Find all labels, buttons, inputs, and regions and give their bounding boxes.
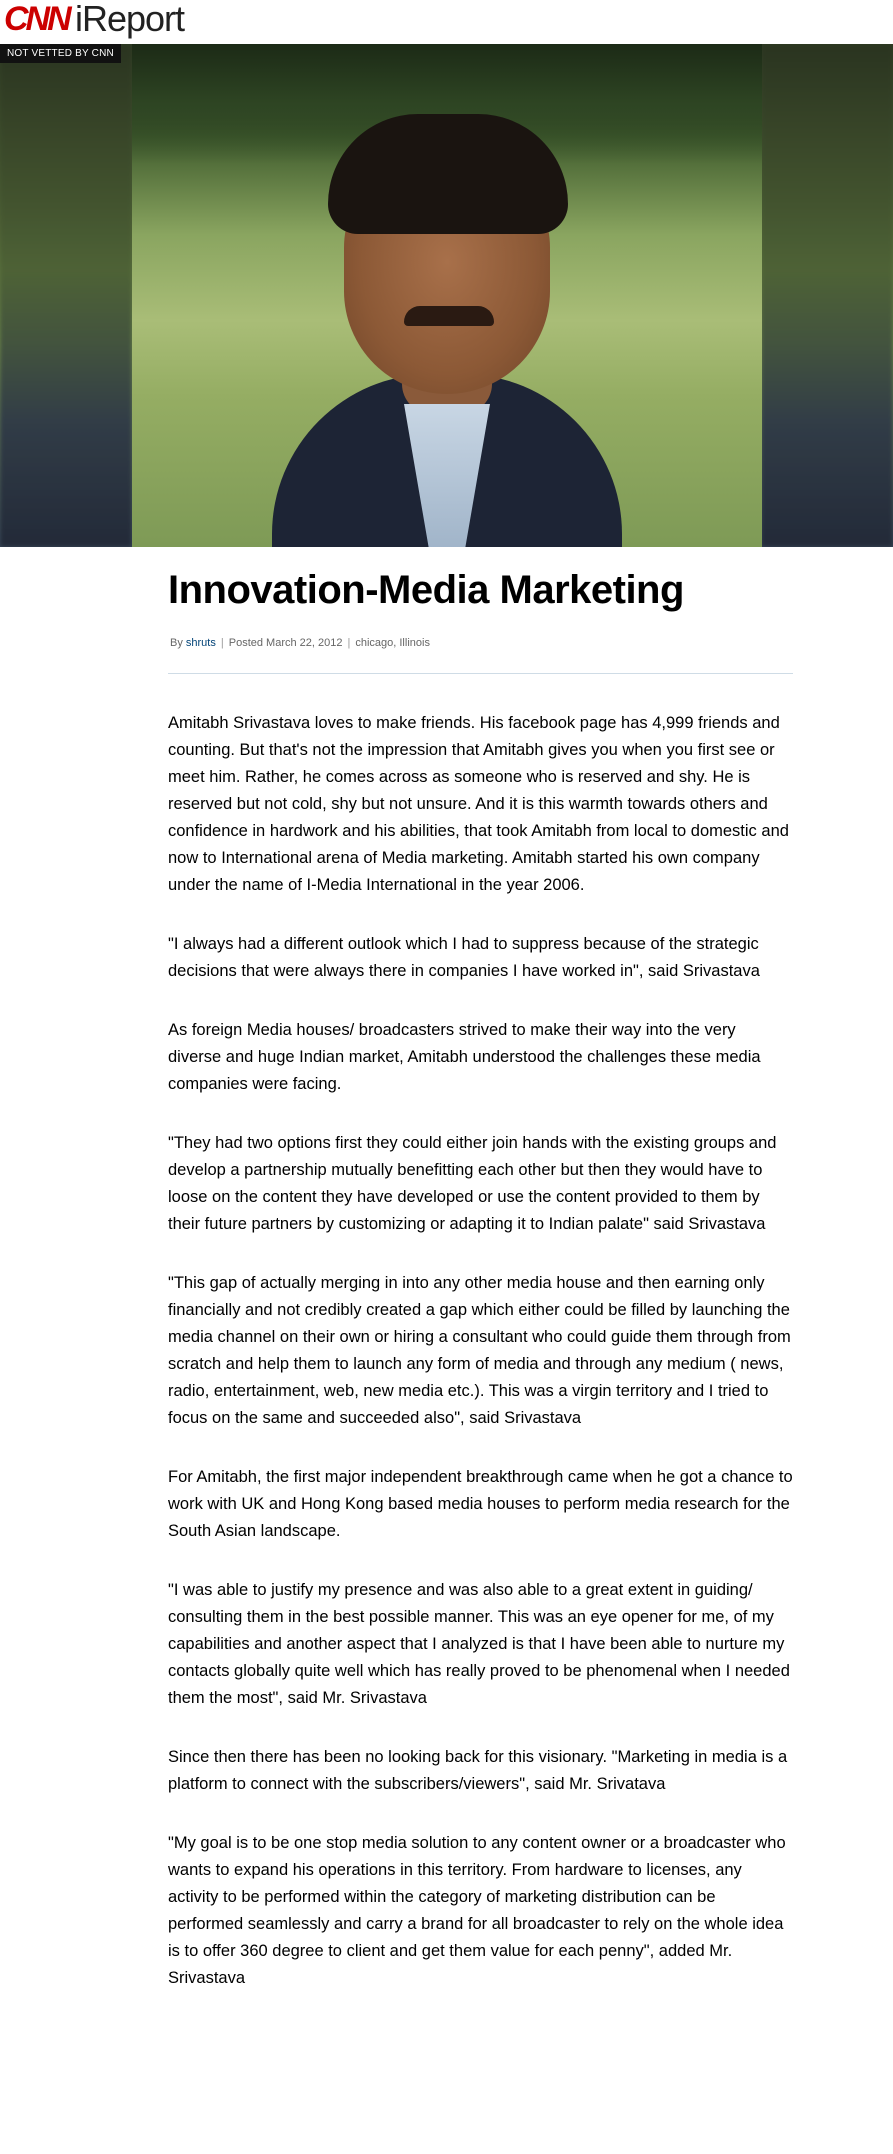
- paragraph: "They had two options first they could either join hands with the existing groups and develop a partnership mutually benefitting each other but then they would have to loose on the content they have developed or use the content provided to them by their future partners by customizing or adapting it to Indian palate" said Srivastava: [168, 1134, 777, 1233]
- paragraph: "My goal is to be one stop media solution to any content owner or a broadcaster who wants to expand his operations in this territory. From hardware to licenses, any activity to be performed within the category of marketing distribution can be performed seamlessly and carry a brand for all broadcaster to rely on the whole idea is to offer 360 degree to client and get them value for each penny", added Mr. Srivastava: [168, 1834, 786, 1987]
- paragraph: As foreign Media houses/ broadcasters strived to make their way into the very diverse and huge Indian market, Amitabh understood the challenges these media companies were facing.: [168, 1021, 761, 1093]
- byline: By shruts | Posted March 22, 2012 | chicago, Illinois: [170, 637, 430, 649]
- cnn-logo[interactable]: CNN: [4, 0, 69, 38]
- not-vetted-badge: NOT VETTED BY CNN: [0, 44, 121, 63]
- article-body: [168, 710, 793, 2024]
- paragraph: "I always had a different outlook which I had to suppress because of the strategic decisions that were always there in companies I have worked in", said Srivastava: [168, 935, 760, 980]
- paragraph: For Amitabh, the first major independent breakthrough came when he got a chance to work with UK and Hong Kong based media houses to perform media research for the South Asian landscape.: [168, 1468, 793, 1540]
- byline-by: By: [170, 637, 183, 649]
- paragraph: Since then there has been no looking back for this visionary. "Marketing in media is a platform to connect with the subscribers/viewers", said Mr. Srivatava: [168, 1748, 788, 1793]
- article-title: Innovation-Media Marketing: [168, 568, 684, 612]
- divider: [168, 673, 793, 674]
- hero-blur-right: [761, 44, 893, 547]
- hero-blur-left: [0, 44, 132, 547]
- site-header: [0, 0, 893, 44]
- posted-date: Posted March 22, 2012: [228, 637, 343, 649]
- paragraph: Amitabh Srivastava loves to make friends. His facebook page has 4,999 friends and counting. But that's not the impression that Amitabh gives you when you first see or meet him. Rather, he comes across as someone who is reserved and shy. He is reserved but not cold, shy but not unsure. And it is this warmth towards others and confidence in hardwork and his abilities, that took Amitabh from local to domestic and now to International arena of Media marketing. Amitabh started his own company under the name of I-Media International in the year 2006.: [168, 714, 789, 894]
- portrait-photo: [132, 44, 762, 547]
- ireport-logo[interactable]: iReport: [75, 0, 185, 39]
- person-hair: [328, 114, 568, 234]
- author-link[interactable]: shruts: [185, 637, 216, 649]
- location: chicago, Illinois: [355, 637, 430, 649]
- hero-image: [0, 44, 893, 547]
- paragraph: "I was able to justify my presence and was also able to a great extent in guiding/ consulting them in the best possible manner. This was an eye opener for me, of my capabilities and another aspect that I analyzed is that I have been able to nurture my contacts globally quite well which has really proved to be phenomenal when I needed them the most", said Mr. Srivastava: [168, 1581, 790, 1707]
- paragraph: "This gap of actually merging in into any other media house and then earning only financially and not credibly created a gap which either could be filled by launching the media channel on their own or hiring a consultant who could guide them through from scratch and help them to launch any form of media and through any medium ( news, radio, entertainment, web, new media etc.). This was a virgin territory and I tried to focus on the same and succeeded also", said Srivastava: [168, 1274, 791, 1427]
